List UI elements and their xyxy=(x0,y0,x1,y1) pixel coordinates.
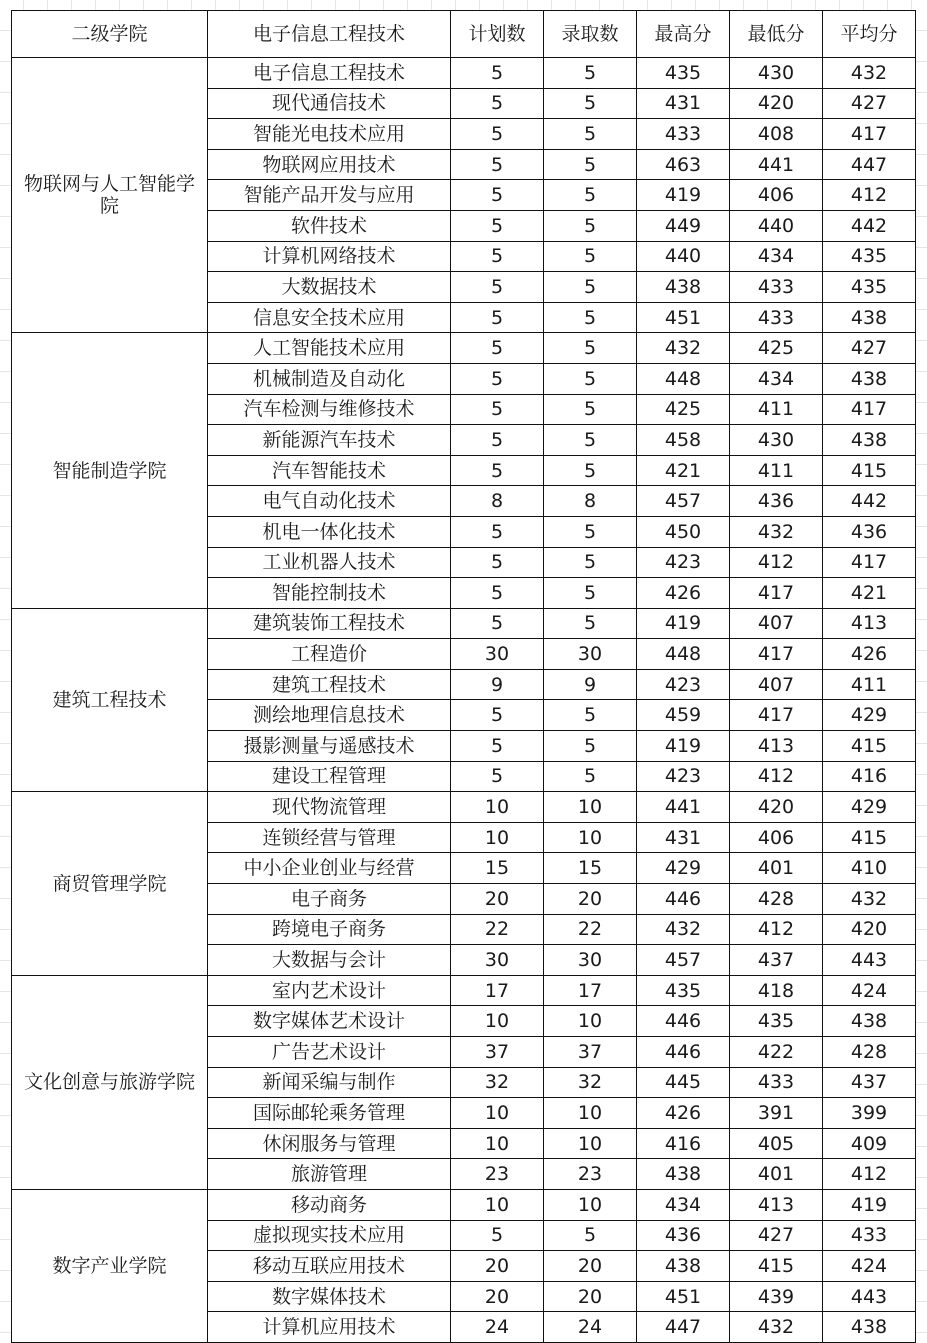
plan-count: 5 xyxy=(451,210,544,241)
plan-count: 15 xyxy=(451,853,544,884)
min-score: 406 xyxy=(730,822,823,853)
admitted-count: 10 xyxy=(544,1098,637,1129)
min-score: 420 xyxy=(730,88,823,119)
min-score: 418 xyxy=(730,975,823,1006)
avg-score: 428 xyxy=(823,1037,916,1068)
max-score: 425 xyxy=(637,394,730,425)
min-score: 441 xyxy=(730,149,823,180)
major-name: 信息安全技术应用 xyxy=(208,302,451,333)
college-name: 数字产业学院 xyxy=(12,1189,208,1342)
avg-score: 410 xyxy=(823,853,916,884)
major-name: 人工智能技术应用 xyxy=(208,333,451,364)
plan-count: 5 xyxy=(451,241,544,272)
plan-count: 32 xyxy=(451,1067,544,1098)
admitted-count: 5 xyxy=(544,302,637,333)
min-score: 433 xyxy=(730,302,823,333)
min-score: 432 xyxy=(730,516,823,547)
max-score: 431 xyxy=(637,822,730,853)
avg-score: 438 xyxy=(823,363,916,394)
avg-score: 411 xyxy=(823,669,916,700)
admitted-count: 10 xyxy=(544,1006,637,1037)
major-name: 建设工程管理 xyxy=(208,761,451,792)
max-score: 450 xyxy=(637,516,730,547)
major-name: 跨境电子商务 xyxy=(208,914,451,945)
avg-score: 427 xyxy=(823,88,916,119)
plan-count: 20 xyxy=(451,884,544,915)
min-score: 412 xyxy=(730,547,823,578)
plan-count: 5 xyxy=(451,608,544,639)
avg-score: 438 xyxy=(823,425,916,456)
min-score: 413 xyxy=(730,1189,823,1220)
avg-score: 435 xyxy=(823,272,916,303)
min-score: 417 xyxy=(730,578,823,609)
major-name: 移动互联应用技术 xyxy=(208,1251,451,1282)
min-score: 401 xyxy=(730,853,823,884)
min-score: 433 xyxy=(730,1067,823,1098)
major-name: 休闲服务与管理 xyxy=(208,1128,451,1159)
major-name: 建筑工程技术 xyxy=(208,669,451,700)
major-name: 汽车智能技术 xyxy=(208,455,451,486)
avg-score: 415 xyxy=(823,455,916,486)
admitted-count: 5 xyxy=(544,578,637,609)
major-name: 测绘地理信息技术 xyxy=(208,700,451,731)
header-max-score: 最高分 xyxy=(637,11,730,58)
avg-score: 417 xyxy=(823,394,916,425)
max-score: 448 xyxy=(637,363,730,394)
admitted-count: 20 xyxy=(544,884,637,915)
avg-score: 436 xyxy=(823,516,916,547)
admitted-count: 23 xyxy=(544,1159,637,1190)
admitted-count: 30 xyxy=(544,945,637,976)
plan-count: 9 xyxy=(451,669,544,700)
min-score: 422 xyxy=(730,1037,823,1068)
min-score: 407 xyxy=(730,608,823,639)
plan-count: 5 xyxy=(451,1220,544,1251)
major-name: 中小企业创业与经营 xyxy=(208,853,451,884)
admitted-count: 9 xyxy=(544,669,637,700)
admitted-count: 5 xyxy=(544,394,637,425)
admitted-count: 15 xyxy=(544,853,637,884)
major-name: 现代物流管理 xyxy=(208,792,451,823)
avg-score: 412 xyxy=(823,1159,916,1190)
max-score: 459 xyxy=(637,700,730,731)
table-row xyxy=(12,975,916,1006)
admitted-count: 5 xyxy=(544,363,637,394)
min-score: 412 xyxy=(730,914,823,945)
major-name: 数字媒体技术 xyxy=(208,1281,451,1312)
max-score: 423 xyxy=(637,669,730,700)
avg-score: 433 xyxy=(823,1220,916,1251)
min-score: 407 xyxy=(730,669,823,700)
avg-score: 442 xyxy=(823,486,916,517)
avg-score: 419 xyxy=(823,1189,916,1220)
college-name: 文化创意与旅游学院 xyxy=(12,975,208,1189)
plan-count: 10 xyxy=(451,1189,544,1220)
min-score: 433 xyxy=(730,272,823,303)
max-score: 457 xyxy=(637,945,730,976)
max-score: 432 xyxy=(637,333,730,364)
max-score: 457 xyxy=(637,486,730,517)
plan-count: 5 xyxy=(451,180,544,211)
major-name: 软件技术 xyxy=(208,210,451,241)
admitted-count: 20 xyxy=(544,1251,637,1282)
admitted-count: 5 xyxy=(544,272,637,303)
major-name: 电子信息工程技术 xyxy=(208,58,451,89)
avg-score: 412 xyxy=(823,180,916,211)
max-score: 436 xyxy=(637,1220,730,1251)
major-name: 计算机应用技术 xyxy=(208,1312,451,1343)
avg-score: 420 xyxy=(823,914,916,945)
table-row xyxy=(12,333,916,364)
min-score: 439 xyxy=(730,1281,823,1312)
avg-score: 415 xyxy=(823,731,916,762)
plan-count: 5 xyxy=(451,58,544,89)
table-row xyxy=(12,792,916,823)
avg-score: 426 xyxy=(823,639,916,670)
plan-count: 20 xyxy=(451,1281,544,1312)
plan-count: 10 xyxy=(451,792,544,823)
header-plan-count: 计划数 xyxy=(451,11,544,58)
major-name: 新能源汽车技术 xyxy=(208,425,451,456)
max-score: 434 xyxy=(637,1189,730,1220)
plan-count: 5 xyxy=(451,363,544,394)
plan-count: 5 xyxy=(451,455,544,486)
plan-count: 30 xyxy=(451,945,544,976)
max-score: 447 xyxy=(637,1312,730,1343)
major-name: 数字媒体艺术设计 xyxy=(208,1006,451,1037)
major-name: 旅游管理 xyxy=(208,1159,451,1190)
major-name: 智能光电技术应用 xyxy=(208,119,451,150)
admitted-count: 5 xyxy=(544,455,637,486)
admitted-count: 8 xyxy=(544,486,637,517)
min-score: 417 xyxy=(730,639,823,670)
avg-score: 429 xyxy=(823,792,916,823)
min-score: 425 xyxy=(730,333,823,364)
max-score: 419 xyxy=(637,731,730,762)
max-score: 435 xyxy=(637,58,730,89)
admitted-count: 17 xyxy=(544,975,637,1006)
college-name: 商贸管理学院 xyxy=(12,792,208,976)
avg-score: 399 xyxy=(823,1098,916,1129)
min-score: 430 xyxy=(730,58,823,89)
avg-score: 413 xyxy=(823,608,916,639)
header-college: 二级学院 xyxy=(12,11,208,58)
major-name: 工业机器人技术 xyxy=(208,547,451,578)
plan-count: 17 xyxy=(451,975,544,1006)
max-score: 438 xyxy=(637,1159,730,1190)
min-score: 406 xyxy=(730,180,823,211)
college-name: 物联网与人工智能学院 xyxy=(12,58,208,333)
college-name: 智能制造学院 xyxy=(12,333,208,608)
admitted-count: 5 xyxy=(544,119,637,150)
max-score: 416 xyxy=(637,1128,730,1159)
plan-count: 5 xyxy=(451,302,544,333)
plan-count: 5 xyxy=(451,425,544,456)
admitted-count: 5 xyxy=(544,425,637,456)
admitted-count: 5 xyxy=(544,210,637,241)
avg-score: 416 xyxy=(823,761,916,792)
table-header xyxy=(12,11,916,58)
plan-count: 5 xyxy=(451,731,544,762)
admitted-count: 22 xyxy=(544,914,637,945)
admitted-count: 32 xyxy=(544,1067,637,1098)
avg-score: 427 xyxy=(823,333,916,364)
admitted-count: 5 xyxy=(544,761,637,792)
avg-score: 415 xyxy=(823,822,916,853)
major-name: 广告艺术设计 xyxy=(208,1037,451,1068)
avg-score: 438 xyxy=(823,1312,916,1343)
major-name: 计算机网络技术 xyxy=(208,241,451,272)
admitted-count: 10 xyxy=(544,792,637,823)
max-score: 429 xyxy=(637,853,730,884)
table-row xyxy=(12,58,916,89)
header-min-score: 最低分 xyxy=(730,11,823,58)
admitted-count: 5 xyxy=(544,608,637,639)
min-score: 437 xyxy=(730,945,823,976)
header-major: 电子信息工程技术 xyxy=(208,11,451,58)
admitted-count: 5 xyxy=(544,516,637,547)
min-score: 434 xyxy=(730,363,823,394)
min-score: 411 xyxy=(730,394,823,425)
major-name: 电气自动化技术 xyxy=(208,486,451,517)
max-score: 438 xyxy=(637,1251,730,1282)
major-name: 室内艺术设计 xyxy=(208,975,451,1006)
major-name: 摄影测量与遥感技术 xyxy=(208,731,451,762)
max-score: 451 xyxy=(637,302,730,333)
avg-score: 435 xyxy=(823,241,916,272)
max-score: 446 xyxy=(637,884,730,915)
min-score: 432 xyxy=(730,1312,823,1343)
avg-score: 421 xyxy=(823,578,916,609)
admitted-count: 5 xyxy=(544,58,637,89)
admitted-count: 10 xyxy=(544,1128,637,1159)
plan-count: 5 xyxy=(451,516,544,547)
major-name: 虚拟现实技术应用 xyxy=(208,1220,451,1251)
avg-score: 432 xyxy=(823,884,916,915)
max-score: 438 xyxy=(637,272,730,303)
avg-score: 417 xyxy=(823,547,916,578)
max-score: 419 xyxy=(637,180,730,211)
major-name: 连锁经营与管理 xyxy=(208,822,451,853)
major-name: 智能产品开发与应用 xyxy=(208,180,451,211)
max-score: 423 xyxy=(637,547,730,578)
max-score: 421 xyxy=(637,455,730,486)
major-name: 物联网应用技术 xyxy=(208,149,451,180)
avg-score: 438 xyxy=(823,302,916,333)
admitted-count: 5 xyxy=(544,241,637,272)
min-score: 434 xyxy=(730,241,823,272)
max-score: 426 xyxy=(637,1098,730,1129)
major-name: 工程造价 xyxy=(208,639,451,670)
max-score: 431 xyxy=(637,88,730,119)
max-score: 440 xyxy=(637,241,730,272)
table-row xyxy=(12,1189,916,1220)
max-score: 446 xyxy=(637,1006,730,1037)
plan-count: 5 xyxy=(451,88,544,119)
plan-count: 10 xyxy=(451,1006,544,1037)
max-score: 448 xyxy=(637,639,730,670)
max-score: 441 xyxy=(637,792,730,823)
min-score: 401 xyxy=(730,1159,823,1190)
admitted-count: 5 xyxy=(544,731,637,762)
avg-score: 417 xyxy=(823,119,916,150)
min-score: 440 xyxy=(730,210,823,241)
college-name: 建筑工程技术 xyxy=(12,608,208,792)
admitted-count: 5 xyxy=(544,1220,637,1251)
max-score: 423 xyxy=(637,761,730,792)
min-score: 435 xyxy=(730,1006,823,1037)
avg-score: 424 xyxy=(823,1251,916,1282)
min-score: 420 xyxy=(730,792,823,823)
plan-count: 5 xyxy=(451,119,544,150)
header-admitted-count: 录取数 xyxy=(544,11,637,58)
major-name: 智能控制技术 xyxy=(208,578,451,609)
plan-count: 30 xyxy=(451,639,544,670)
plan-count: 24 xyxy=(451,1312,544,1343)
max-score: 432 xyxy=(637,914,730,945)
plan-count: 5 xyxy=(451,394,544,425)
major-name: 电子商务 xyxy=(208,884,451,915)
plan-count: 37 xyxy=(451,1037,544,1068)
min-score: 408 xyxy=(730,119,823,150)
admitted-count: 5 xyxy=(544,333,637,364)
avg-score: 438 xyxy=(823,1006,916,1037)
min-score: 428 xyxy=(730,884,823,915)
major-name: 大数据技术 xyxy=(208,272,451,303)
major-name: 建筑装饰工程技术 xyxy=(208,608,451,639)
major-name: 汽车检测与维修技术 xyxy=(208,394,451,425)
major-name: 新闻采编与制作 xyxy=(208,1067,451,1098)
plan-count: 5 xyxy=(451,272,544,303)
major-name: 现代通信技术 xyxy=(208,88,451,119)
admission-scores-table xyxy=(11,10,916,1343)
table-row xyxy=(12,608,916,639)
plan-count: 10 xyxy=(451,1098,544,1129)
min-score: 415 xyxy=(730,1251,823,1282)
header-row xyxy=(12,11,916,58)
admitted-count: 37 xyxy=(544,1037,637,1068)
admitted-count: 30 xyxy=(544,639,637,670)
admitted-count: 10 xyxy=(544,822,637,853)
admitted-count: 5 xyxy=(544,700,637,731)
plan-count: 5 xyxy=(451,700,544,731)
major-name: 机械制造及自动化 xyxy=(208,363,451,394)
plan-count: 5 xyxy=(451,333,544,364)
min-score: 417 xyxy=(730,700,823,731)
avg-score: 424 xyxy=(823,975,916,1006)
plan-count: 22 xyxy=(451,914,544,945)
avg-score: 437 xyxy=(823,1067,916,1098)
plan-count: 5 xyxy=(451,149,544,180)
admitted-count: 5 xyxy=(544,180,637,211)
plan-count: 20 xyxy=(451,1251,544,1282)
avg-score: 447 xyxy=(823,149,916,180)
major-name: 机电一体化技术 xyxy=(208,516,451,547)
min-score: 427 xyxy=(730,1220,823,1251)
max-score: 426 xyxy=(637,578,730,609)
min-score: 391 xyxy=(730,1098,823,1129)
table-body xyxy=(12,58,916,1343)
max-score: 419 xyxy=(637,608,730,639)
admitted-count: 5 xyxy=(544,88,637,119)
avg-score: 442 xyxy=(823,210,916,241)
plan-count: 5 xyxy=(451,578,544,609)
admitted-count: 5 xyxy=(544,547,637,578)
max-score: 445 xyxy=(637,1067,730,1098)
min-score: 413 xyxy=(730,731,823,762)
avg-score: 432 xyxy=(823,58,916,89)
avg-score: 429 xyxy=(823,700,916,731)
plan-count: 8 xyxy=(451,486,544,517)
plan-count: 23 xyxy=(451,1159,544,1190)
max-score: 451 xyxy=(637,1281,730,1312)
min-score: 436 xyxy=(730,486,823,517)
min-score: 412 xyxy=(730,761,823,792)
admitted-count: 20 xyxy=(544,1281,637,1312)
plan-count: 5 xyxy=(451,761,544,792)
plan-count: 5 xyxy=(451,547,544,578)
min-score: 405 xyxy=(730,1128,823,1159)
major-name: 国际邮轮乘务管理 xyxy=(208,1098,451,1129)
plan-count: 10 xyxy=(451,1128,544,1159)
max-score: 433 xyxy=(637,119,730,150)
min-score: 430 xyxy=(730,425,823,456)
major-name: 大数据与会计 xyxy=(208,945,451,976)
admitted-count: 10 xyxy=(544,1189,637,1220)
header-avg-score: 平均分 xyxy=(823,11,916,58)
max-score: 435 xyxy=(637,975,730,1006)
min-score: 411 xyxy=(730,455,823,486)
max-score: 463 xyxy=(637,149,730,180)
admitted-count: 5 xyxy=(544,149,637,180)
max-score: 446 xyxy=(637,1037,730,1068)
max-score: 449 xyxy=(637,210,730,241)
avg-score: 409 xyxy=(823,1128,916,1159)
max-score: 458 xyxy=(637,425,730,456)
admitted-count: 24 xyxy=(544,1312,637,1343)
avg-score: 443 xyxy=(823,945,916,976)
avg-score: 443 xyxy=(823,1281,916,1312)
plan-count: 10 xyxy=(451,822,544,853)
major-name: 移动商务 xyxy=(208,1189,451,1220)
